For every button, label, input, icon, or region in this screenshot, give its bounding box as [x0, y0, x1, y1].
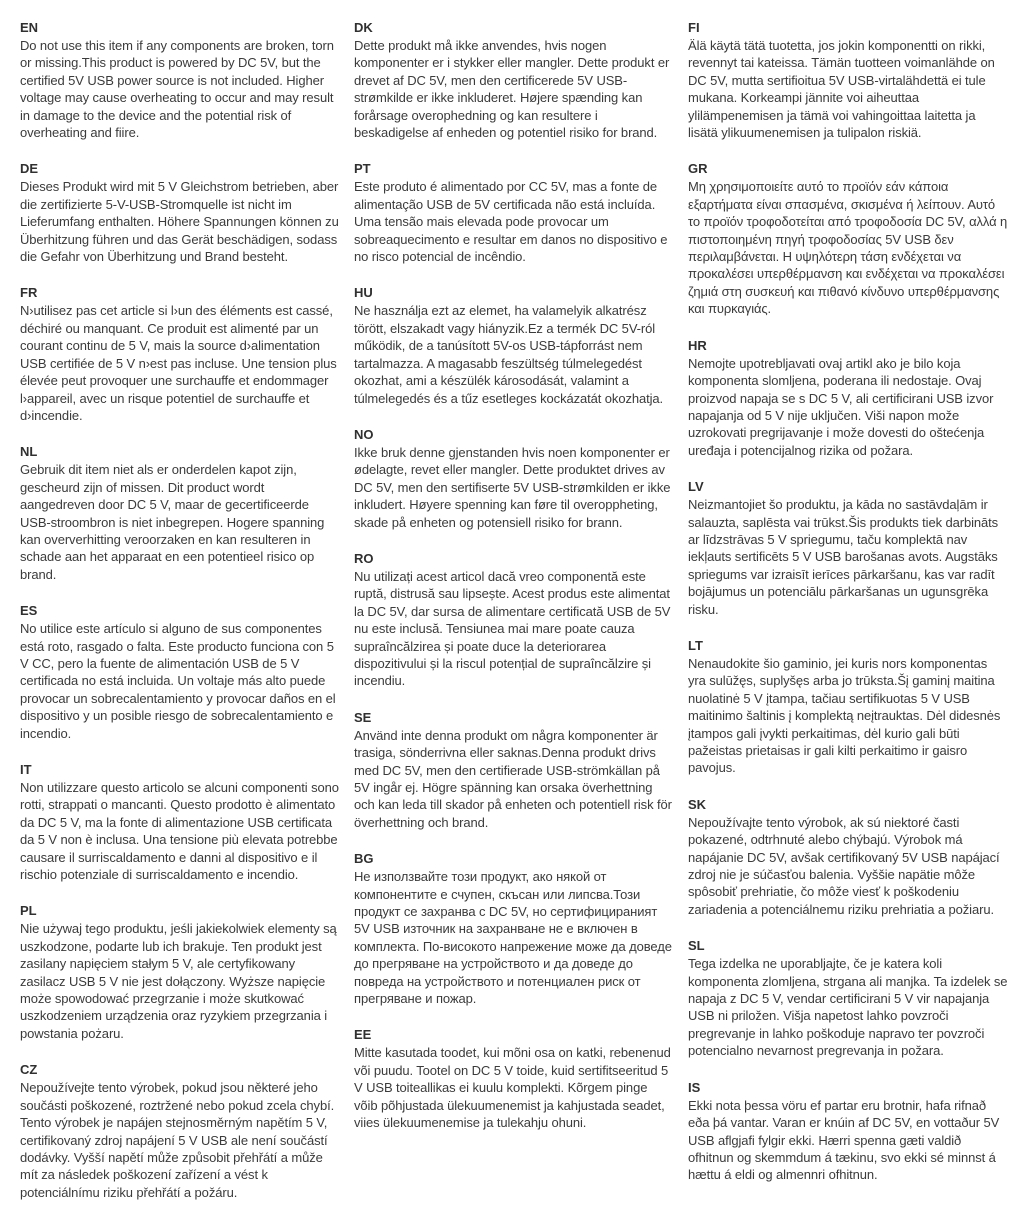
language-code: GR: [688, 161, 708, 177]
lang-section-ro: [354, 550, 674, 690]
lang-section-en: [20, 19, 340, 141]
warning-text: Ekki nota þessa vöru ef partar eru brotnir, hafa rifnað eða þá vantar. Varan er knúin af DC 5V, en vottaður 5V USB aflgjafi fylgir ekki. Hærri spenna gæti valdið ofhitnun og skemmdum á tækinu, svo ekki sé minnst á hættu á eldi og almennri ofhitnun.: [688, 1097, 1000, 1183]
language-code: PL: [20, 903, 37, 919]
lang-section-ee: [354, 1026, 674, 1131]
language-code: ES: [20, 603, 38, 619]
warning-column-1: [20, 19, 340, 1220]
warning-text: Nemojte upotrebljavati ovaj artikl ako je bilo koja komponenta slomljena, poderana ili nedostaje. Ovaj proizvod napaja se s DC 5 V, ali certificirani USB izvor napajanja od 5 V nije uključen. Viši napon može uzrokovati pregrijavanje i može dovesti do oštećenja uređaja i potencijalnog rizika od požara.: [688, 355, 994, 458]
lang-section-no: [354, 426, 674, 531]
language-code: DE: [20, 161, 39, 177]
language-code: LV: [688, 479, 704, 495]
language-code: SE: [354, 709, 372, 725]
lang-section-pt: [354, 160, 674, 265]
lang-section-se: [354, 709, 674, 831]
lang-section-lt: [688, 637, 1008, 777]
language-code: NL: [20, 444, 38, 460]
warning-text: Nu utilizați acest articol dacă vreo componentă este ruptă, distrusă sau lipsește. Acest produs este alimentat la DC 5V, dar sursa de alimentare certificată USB de 5V nu este inclusă. Tensiunea mai mare poate cauza supraîncălzirea și poate duce la deteriorarea dispozitivului și la riscul potențial de supraîncălzire și incendiu.: [354, 568, 671, 689]
warning-text: Do not use this item if any components are broken, torn or missing.This product is powered by DC 5V, but the certified 5V USB power source is not included. Higher voltage may cause overheating to occur and may result in damage to the device and the potential risk of overheating and fiire.: [20, 38, 334, 141]
language-code: FR: [20, 285, 38, 301]
warning-column-2: [354, 19, 674, 1220]
warning-text: Ne használja ezt az elemet, ha valamelyik alkatrész törött, elszakadt vagy hiányzik.Ez a termék DC 5V-ról működik, de a tanúsított 5V-os USB-tápforrást nem tartalmazza. A magasabb feszültség túlmelegedést okozhat, ami a készülék károsodását, valamint a túlmelegedés és a tűz esetleges kockázatát okozhatja.: [354, 303, 664, 406]
lang-section-cz: [20, 1061, 340, 1201]
warning-text: Dieses Produkt wird mit 5 V Gleichstrom betrieben, aber die zertifizierte 5-V-USB-Stromquelle ist nicht im Lieferumfang enthalten. Höhere Spannungen können zu Überhitzung führen und das Gerät beschädigen, sodass die Gefahr von Überhitzung und Brand besteht.: [20, 179, 339, 265]
language-code: IS: [688, 1079, 701, 1095]
language-code: NO: [354, 426, 374, 442]
lang-section-dk: [354, 19, 674, 141]
warning-text: Не използвайте този продукт, ако някой от компонентите е счупен, скъсан или липсва.Този продукт се захранва с DC 5V, но сертифицираният 5V USB източник на захранване не е включен в комплекта. По-високото напрежение може да доведе до прегряване на устройството и да доведе до повреда на устройството и потенциален риск от прегряване и пожар.: [354, 869, 672, 1007]
warning-text: Använd inte denna produkt om några komponenter är trasiga, sönderrivna eller saknas.Denna produkt drivs med DC 5V, men den certifierade USB-strömkällan på 5V ingår ej. Högre spänning kan orsaka överhettning och kan leda till skador på enheten och potentiell risk för överhettning och brand.: [354, 727, 672, 830]
language-code: PT: [354, 161, 371, 177]
language-code: SL: [688, 938, 705, 954]
language-code: HU: [354, 285, 373, 301]
warning-text: Nepoužívajte tento výrobok, ak sú niektoré časti pokazené, odtrhnuté alebo chýbajú. Výrobok má napájanie DC 5V, avšak certifikovaný 5V USB napájací zdroj nie je súčasťou balenia. Vyššie napätie môže spôsobiť prehriatie, čo môže viesť k poškodeniu zariadenia a potenciálnemu riziku prehriatia a požiaru.: [688, 814, 1000, 917]
lang-section-sk: [688, 796, 1008, 918]
warning-column-3: [688, 19, 1008, 1220]
language-code: HR: [688, 337, 707, 353]
lang-section-is: [688, 1079, 1008, 1184]
warning-text: No utilice este artículo si alguno de sus componentes está roto, rasgado o falta. Este producto funciona con 5 V CC, pero la fuente de alimentación USB de 5 V certificada no está incluida. Un voltaje más alto puede provocar un sobrecalentamiento y provocar daños en el dispositivo y un posible riesgo de sobrecalentamiento e incendio.: [20, 621, 336, 741]
lang-section-es: [20, 602, 340, 742]
warning-text: Mitte kasutada toodet, kui mõni osa on katki, rebenenud või puudu. Tootel on DC 5 V toide, kuid sertifitseeritud 5 V USB toiteallikas ei kuulu komplekti. Kõrgem pinge võib põhjustada ülekuumenemist ja kahjustada seadet, viies ülekuumenemise ja tulekahju ohuni.: [354, 1045, 671, 1131]
language-code: FI: [688, 20, 700, 35]
warning-text: Ikke bruk denne gjenstanden hvis noen komponenter er ødelagte, revet eller mangler. Dette produktet drives av DC 5V, men den sertifiserte 5V USB-strømkilden er ikke inkludert. Høyere spenning kan føre til overoppheting, skade på enheten og potensiell risiko for brann.: [354, 444, 671, 530]
warning-text: Μη χρησιμοποιείτε αυτό το προϊόν εάν κάποια εξαρτήματα είναι σπασμένα, σκισμένα ή λείπουν. Αυτό το προϊόν τροφοδοτείται από τροφοδοσία DC 5V, αλλά η πιστοποιημένη πηγή τροφοδοσίας 5V USB δεν περιλαμβάνεται. Η υψηλότερη τάση ενδέχεται να προκαλέσει υπερθέρμανση και ενδέχεται να προκαλέσει ζημιά στη συσκευή και πιθανό κίνδυνο υπερθέρμανσης και πυρκαγιάς.: [688, 179, 1008, 317]
language-code: LT: [688, 637, 703, 653]
lang-section-fr: [20, 284, 340, 424]
language-code: DK: [354, 20, 373, 35]
lang-section-nl: [20, 443, 340, 583]
lang-section-pl: [20, 902, 340, 1042]
lang-section-fi: [688, 19, 1008, 141]
lang-section-gr: [688, 160, 1008, 317]
lang-section-it: [20, 761, 340, 883]
warning-text: Älä käytä tätä tuotetta, jos jokin komponentti on rikki, revennyt tai kateissa. Tämän tuotteen voimanlähde on DC 5V, mutta sertifioitua 5V USB-virtalähdettä ei tule mukana. Korkeampi jännite voi aiheuttaa ylilämpenemisen ja tämä voi vahingoittaa laitetta ja lisätä ylikuumenemisen ja tulipalon riskiä.: [688, 38, 995, 141]
language-code: IT: [20, 762, 32, 777]
lang-section-hr: [688, 337, 1008, 459]
warning-text: Este produto é alimentado por CC 5V, mas a fonte de alimentação USB de 5V certificada não está incluída. Uma tensão mais elevada pode provocar um sobreaquecimento e resultar em danos no dispositivo e no risco potencial de incêndio.: [354, 179, 668, 265]
warning-text: Nepoužívejte tento výrobek, pokud jsou některé jeho součásti poškozené, roztržené nebo pokud zcela chybí. Tento výrobek je napájen stejnosměrným napětím 5 V, certifikovaný zdroj napájení 5 V USB ale není součástí dodávky. Vyšší napětí může způsobit přehřátí a může mít za následek poškození zařízení a vést k potenciálnímu riziku přehřátí a požáru.: [20, 1080, 335, 1200]
language-code: SK: [688, 796, 707, 812]
warning-text: Neizmantojiet šo produktu, ja kāda no sastāvdaļām ir salauzta, saplēsta vai trūkst.Šis produkts tiek darbināts ar līdzstrāvas 5 V spriegumu, taču komplektā nav iekļauts sertificēts 5 V USB barošanas avots. Augstāks spriegums var izraisīt ierīces pārkaršanu, kas var radīt bojājumus un potenciālu pārkaršanas un ugunsgrēka risku.: [688, 497, 999, 617]
warning-text: Tega izdelka ne uporabljajte, če je katera koli komponenta zlomljena, strgana ali manjka. Ta izdelek se napaja z DC 5 V, vendar certificirani 5 V vir napajanja USB ni priložen. Višja napetost lahko povzroči pregrevanje in lahko poškoduje napravo ter povzroči potencialno nevarnost pregrevanja in požara.: [688, 956, 1008, 1059]
warning-text: Nenaudokite šio gaminio, jei kuris nors komponentas yra sulūžęs, suplyšęs arba jo trūksta.Šį gaminį maitina nuolatinė 5 V įtampa, tačiau sertifikuotas 5 V USB maitinimo šaltinis į komplektą neįtrauktas. Dėl didesnės įtampos gali įvykti perkaitimas, dėl kurio gali būti pažeistas prietaisas ir gali kilti perkaitimo ir gaisro pavojus.: [688, 655, 1001, 776]
language-code: EN: [20, 20, 39, 35]
lang-section-bg: [354, 850, 674, 1007]
warning-text: Gebruik dit item niet als er onderdelen kapot zijn, gescheurd zijn of missen. Dit product wordt aangedreven door DC 5 V, maar de gecertificeerde USB-stroombron is niet inbegrepen. Hogere spanning kan oververhitting veroorzaken en kan resulteren in schade aan het apparaat en een potentieel risico op brand.: [20, 462, 325, 582]
lang-section-hu: [354, 284, 674, 406]
warning-text: Nie używaj tego produktu, jeśli jakiekolwiek elementy są uszkodzone, podarte lub ich brakuje. Ten produkt jest zasilany napięciem stałym 5 V, ale certyfikowany zasilacz USB 5 V nie jest dołączony. Wyższe napięcie może spowodować przegrzanie i może skutkować uszkodzeniem urządzenia oraz ryzykiem przegrzania i powstania pożaru.: [20, 921, 337, 1041]
warning-text: Dette produkt må ikke anvendes, hvis nogen komponenter er i stykker eller mangler. Dette produkt er drevet af DC 5V, men den certificerede 5V USB-strømkilde er ikke inkluderet. Højere spænding kan forårsage overophedning og kan resultere i beskadigelse af enheden og potentiel risiko for brand.: [354, 38, 670, 141]
lang-section-lv: [688, 478, 1008, 618]
lang-section-de: [20, 160, 340, 265]
language-code: CZ: [20, 1062, 38, 1078]
language-code: BG: [354, 851, 374, 867]
language-code: RO: [354, 550, 374, 566]
lang-section-sl: [688, 937, 1008, 1059]
warning-text: N›utilisez pas cet article si l›un des éléments est cassé, déchiré ou manquant. Ce produit est alimenté par un courant continu de 5 V, mais la source d›alimentation USB certifiée de 5 V n›est pas incluse. Une tension plus élevée peut provoquer une surchauffe et endommager l›appareil, avec un risque potentiel de surchauffe et d›incendie.: [20, 303, 337, 423]
language-code: EE: [354, 1027, 372, 1043]
warning-text: Non utilizzare questo articolo se alcuni componenti sono rotti, strappati o mancanti. Questo prodotto è alimentato da DC 5 V, ma la fonte di alimentazione USB certificata da 5 V non è inclusa. Una tensione più elevata potrebbe causare il surriscaldamento e danni al dispositivo e il rischio potenziale di surriscaldamento e incendio.: [20, 780, 339, 883]
